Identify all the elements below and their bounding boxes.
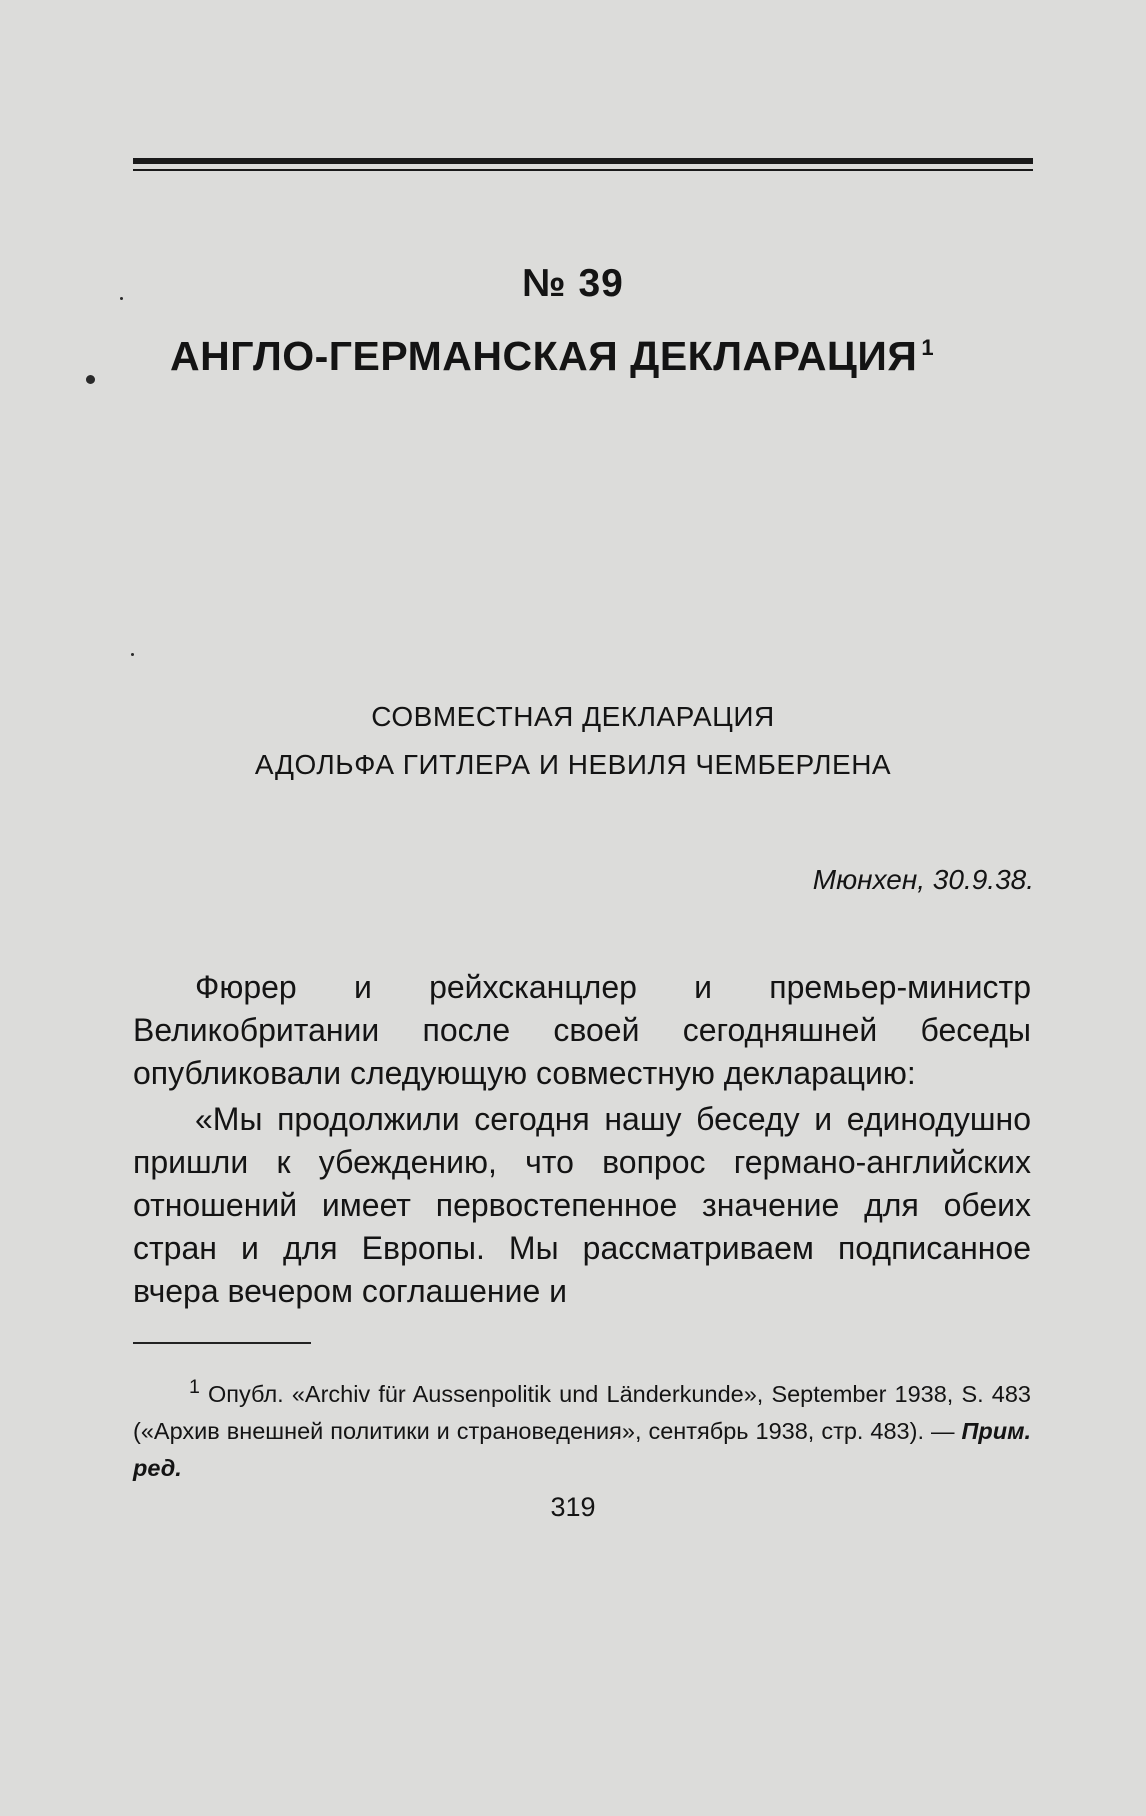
footnote — [133, 1369, 1031, 1487]
ink-speck — [131, 653, 134, 656]
subheading-line-2: АДОЛЬФА ГИТЛЕРА И НЕВИЛЯ ЧЕМБЕРЛЕНА — [254, 749, 892, 780]
place-and-date: Мюнхен, 30.9.38. — [812, 864, 1034, 895]
footnote-editor-note: Прим. ред. — [133, 1417, 1032, 1481]
footnote-text: Опубл. «Archiv für Aussenpolitik und Länderkunde», September 1938, S. 483 («Архив внешней политики и страноведения», сентябрь 1938, стр. 483). — — [133, 1380, 1032, 1444]
header-rule-thick — [133, 158, 1033, 164]
ink-speck — [86, 375, 95, 384]
document-title — [170, 333, 934, 380]
paragraph-intro: Фюрер и рейхсканцлер и премьер-министр Великобритании после своей сегодняшней беседы опубликовали следующую совместную декларацию: — [133, 969, 1031, 1091]
body-text — [133, 966, 1031, 1313]
footnote-rule — [133, 1342, 311, 1344]
document-title-text: АНГЛО-ГЕРМАНСКАЯ ДЕКЛАРАЦИЯ — [170, 333, 918, 379]
subheading-line-1: СОВМЕСТНАЯ ДЕКЛАРАЦИЯ — [371, 701, 775, 732]
page-number: 319 — [550, 1492, 596, 1522]
title-footnote-marker: 1 — [921, 335, 935, 361]
footnote-marker: 1 — [189, 1376, 200, 1398]
header-rule-thin — [133, 169, 1033, 171]
paragraph-declaration: «Мы продолжили сегодня нашу беседу и единодушно пришли к убеждению, что вопрос германо-английских отношений имеет первостепенное значение для обеих стран и для Европы. Мы рассматриваем подписанное вчера вечером соглашение и — [133, 1101, 1031, 1309]
ink-speck — [120, 297, 123, 300]
document-number: № 39 — [522, 262, 624, 305]
